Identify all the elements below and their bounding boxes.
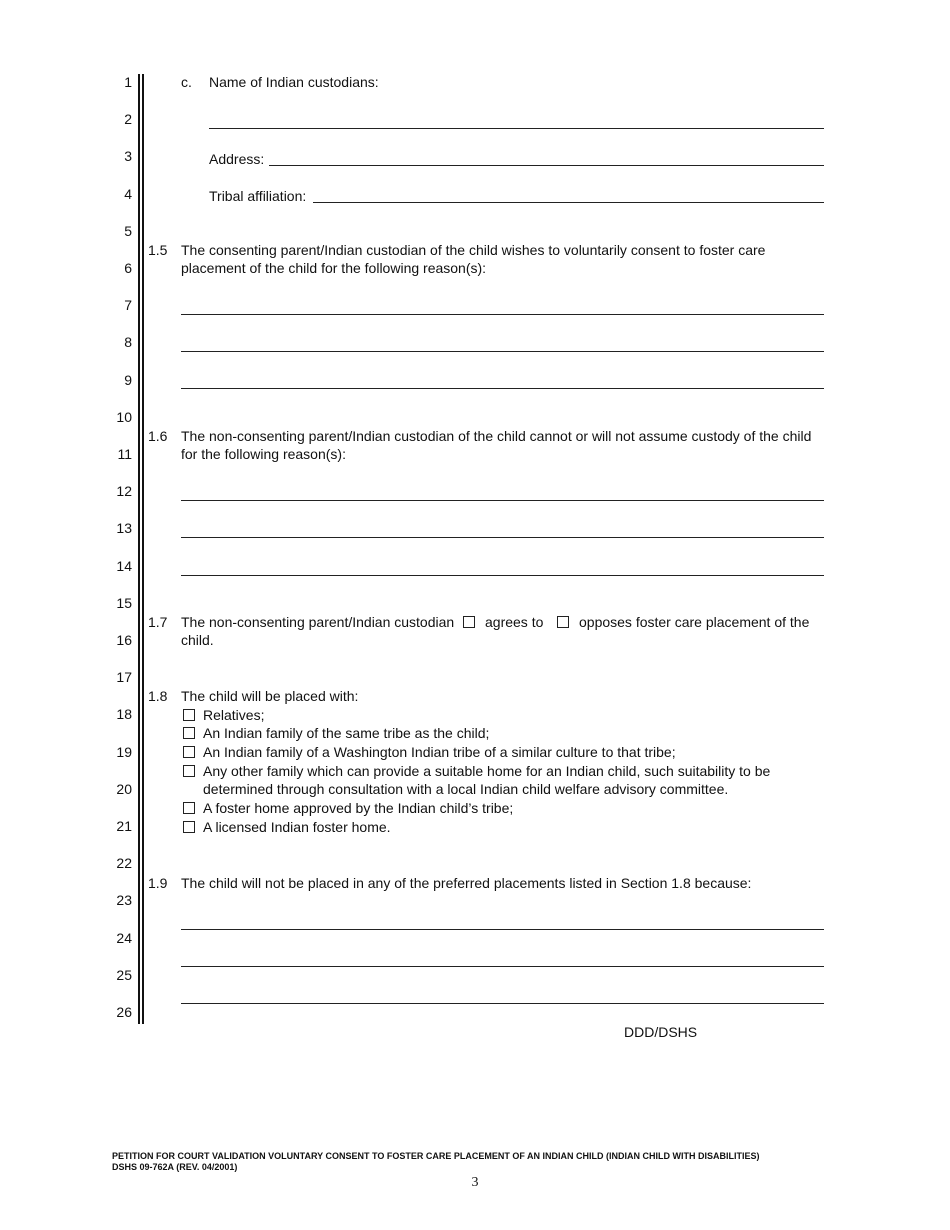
reason-line[interactable] — [181, 351, 824, 352]
section-1-9-text: The child will not be placed in any of the preferred placements listed in Section 1.8 because: — [181, 875, 752, 891]
line-number: 24 — [116, 930, 132, 946]
custodian-name-line[interactable] — [209, 128, 824, 129]
address-line[interactable] — [269, 165, 824, 166]
section-1-7-text: The non-consenting parent/Indian custodian — [181, 614, 455, 630]
reason-line[interactable] — [181, 966, 824, 967]
line-number: 5 — [124, 223, 132, 239]
agrees-checkbox[interactable] — [463, 616, 475, 628]
line-number: 18 — [116, 706, 132, 722]
section-1-7-text-cont: child. — [181, 632, 214, 648]
footer-title: PETITION FOR COURT VALIDATION VOLUNTARY CONSENT TO FOSTER CARE PLACEMENT OF AN INDIAN CHILD (INDIAN CHILD WITH DISABILITIES) — [112, 1151, 760, 1161]
line-number: 22 — [116, 855, 132, 871]
section-1-7-number: 1.7 — [148, 614, 168, 630]
line-number: 13 — [116, 520, 132, 536]
section-1-5-number: 1.5 — [148, 242, 168, 258]
line-number: 15 — [116, 595, 132, 611]
placement-option-label: Any other family which can provide a suitable home for an Indian child, such suitability to be — [203, 763, 771, 779]
line-number: 12 — [116, 483, 132, 499]
line-number: 10 — [116, 409, 132, 425]
other-family-checkbox[interactable] — [183, 765, 195, 777]
line-number: 4 — [124, 186, 132, 202]
reason-line[interactable] — [181, 929, 824, 930]
section-1-6-text: The non-consenting parent/Indian custodian of the child cannot or will not assume custody of the child — [181, 428, 812, 444]
line-number: 20 — [116, 781, 132, 797]
placement-option-label-cont: determined through consultation with a local Indian child welfare advisory committee. — [203, 781, 729, 797]
opposes-checkbox[interactable] — [557, 616, 569, 628]
page-number: 3 — [471, 1175, 479, 1190]
line-number: 26 — [116, 1004, 132, 1020]
footer-form-id: DSHS 09-762A (REV. 04/2001) — [112, 1162, 238, 1172]
line-number: 23 — [116, 892, 132, 908]
same-tribe-checkbox[interactable] — [183, 727, 195, 739]
relatives-checkbox[interactable] — [183, 709, 195, 721]
agency-label: DDD/DSHS — [624, 1024, 698, 1040]
line-number: 19 — [116, 744, 132, 760]
line-number: 11 — [117, 446, 132, 462]
address-label: Address: — [209, 151, 265, 167]
line-number: 17 — [116, 669, 132, 685]
reason-line[interactable] — [181, 537, 824, 538]
line-number: 3 — [124, 148, 132, 164]
margin-rule-right — [142, 74, 144, 1024]
reason-line[interactable] — [181, 1003, 824, 1004]
line-number: 2 — [124, 111, 132, 127]
section-1-8-title: The child will be placed with: — [181, 688, 359, 704]
section-1-9-number: 1.9 — [148, 875, 168, 891]
line-number: 7 — [124, 297, 132, 313]
agrees-label: agrees to — [485, 614, 544, 630]
tribe-approved-foster-home-checkbox[interactable] — [183, 802, 195, 814]
placement-option-label: A foster home approved by the Indian child’s tribe; — [203, 800, 514, 816]
tribal-affiliation-label: Tribal affiliation: — [209, 188, 307, 204]
margin-rule-left — [138, 74, 140, 1024]
licensed-indian-foster-home-checkbox[interactable] — [183, 821, 195, 833]
line-number: 9 — [124, 372, 132, 388]
placement-option-label: An Indian family of the same tribe as the child; — [203, 725, 490, 741]
line-number: 8 — [124, 334, 132, 350]
placement-option-label: A licensed Indian foster home. — [203, 819, 391, 835]
line-number: 21 — [116, 818, 132, 834]
line-number: 16 — [116, 632, 132, 648]
washington-tribe-checkbox[interactable] — [183, 746, 195, 758]
section-1-6-number: 1.6 — [148, 428, 168, 444]
tribal-affiliation-line[interactable] — [313, 202, 824, 203]
section-1-6-text-cont: for the following reason(s): — [181, 446, 346, 462]
reason-line[interactable] — [181, 575, 824, 576]
reason-line[interactable] — [181, 314, 824, 315]
line-number: 14 — [116, 558, 132, 574]
placement-option-label: Relatives; — [203, 707, 265, 723]
opposes-label: opposes foster care placement of the — [579, 614, 810, 630]
section-c-label: c. — [181, 74, 192, 90]
section-1-8-number: 1.8 — [148, 688, 168, 704]
line-number: 25 — [116, 967, 132, 983]
section-1-5-text-cont: placement of the child for the following reason(s): — [181, 260, 487, 276]
reason-line[interactable] — [181, 500, 824, 501]
line-number: 1 — [124, 74, 132, 90]
section-c-title: Name of Indian custodians: — [209, 74, 379, 90]
line-number: 6 — [124, 260, 132, 276]
section-1-5-text: The consenting parent/Indian custodian of the child wishes to voluntarily consent to foster care — [181, 242, 766, 258]
placement-option-label: An Indian family of a Washington Indian tribe of a similar culture to that tribe; — [203, 744, 676, 760]
reason-line[interactable] — [181, 388, 824, 389]
